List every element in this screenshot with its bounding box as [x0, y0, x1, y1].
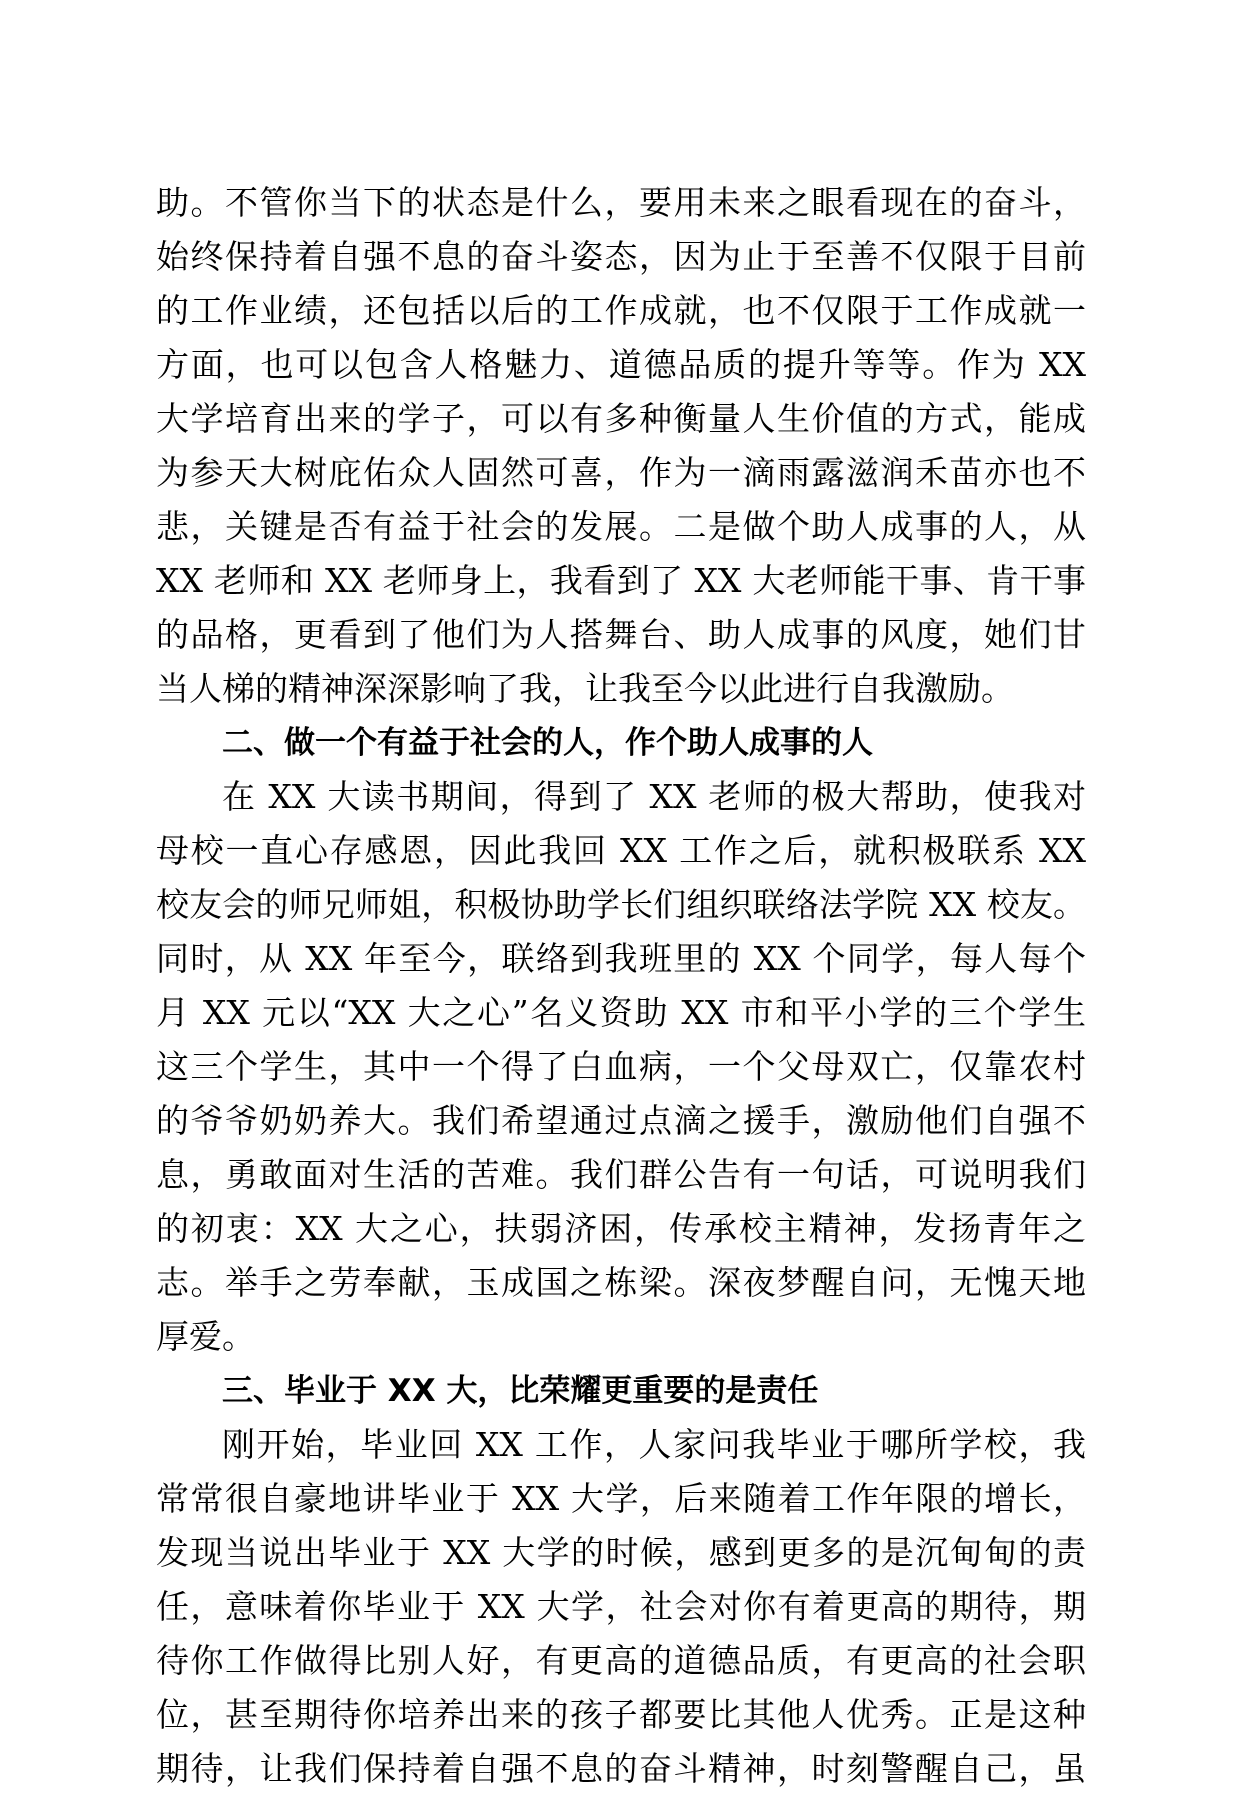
text-line: 的品格，更看到了他们为人搭舞台、助人成事的风度，她们甘 [156, 615, 1086, 654]
text-line: 始终保持着自强不息的奋斗姿态，因为止于至善不仅限于目前 [156, 237, 1086, 276]
text-line: 校友会的师兄师姐，积极协助学长们组织联络法学院 XX 校友。 [156, 885, 1086, 924]
text-line: 常常很自豪地讲毕业于 XX 大学，后来随着工作年限的增长， [156, 1479, 1086, 1518]
text-line: 当人梯的精神深深影响了我，让我至今以此进行自我激励。 [156, 669, 1014, 708]
document-body [156, 176, 1086, 1796]
paragraph-2 [156, 770, 1086, 1364]
text-line: 的工作业绩，还包括以后的工作成就，也不仅限于工作成就一 [156, 291, 1086, 330]
text-line: 这三个学生，其中一个得了白血病，一个父母双亡，仅靠农村 [156, 1047, 1086, 1086]
text-line: 志。举手之劳奉献，玉成国之栋梁。深夜梦醒自问，无愧天地 [156, 1263, 1086, 1302]
text-line: 息，勇敢面对生活的苦难。我们群公告有一句话，可说明我们 [156, 1155, 1086, 1194]
text-line: 助。不管你当下的状态是什么，要用未来之眼看现在的奋斗， [156, 183, 1086, 222]
paragraph-3 [156, 1418, 1086, 1796]
text-line: 位，甚至期待你培养出来的孩子都要比其他人优秀。正是这种 [156, 1695, 1086, 1734]
text-line: XX 老师和 XX 老师身上，我看到了 XX 大老师能干事、肯干事 [156, 561, 1086, 600]
text-line: 厚爱。 [156, 1317, 255, 1356]
text-line: 为参天大树庇佑众人固然可喜，作为一滴雨露滋润禾苗亦也不 [156, 453, 1086, 492]
text-line: 任，意味着你毕业于 XX 大学，社会对你有着更高的期待，期 [156, 1587, 1086, 1626]
text-line: 刚开始，毕业回 XX 工作，人家问我毕业于哪所学校，我 [222, 1425, 1086, 1464]
section-heading-3: 三、毕业于 XX 大，比荣耀更重要的是责任 [222, 1373, 819, 1409]
text-line: 待你工作做得比别人好，有更高的道德品质，有更高的社会职 [156, 1641, 1086, 1680]
paragraph-1 [156, 176, 1086, 716]
text-line: 的初衷：XX 大之心，扶弱济困，传承校主精神，发扬青年之 [156, 1209, 1086, 1248]
text-line: 月 XX 元以“XX 大之心”名义资助 XX 市和平小学的三个学生 [156, 993, 1086, 1032]
text-line: 在 XX 大读书期间，得到了 XX 老师的极大帮助，使我对 [222, 777, 1086, 816]
text-line: 方面，也可以包含人格魅力、道德品质的提升等等。作为 XX [156, 345, 1086, 384]
text-line: 母校一直心存感恩，因此我回 XX 工作之后，就积极联系 XX [156, 831, 1086, 870]
section-heading-2: 二、做一个有益于社会的人，作个助人成事的人 [222, 725, 873, 761]
text-line: 期待，让我们保持着自强不息的奋斗精神，时刻警醒自己，虽 [156, 1749, 1086, 1788]
text-line: 发现当说出毕业于 XX 大学的时候，感到更多的是沉甸甸的责 [156, 1533, 1086, 1572]
text-line: 同时，从 XX 年至今，联络到我班里的 XX 个同学，每人每个 [156, 939, 1086, 978]
text-line: 悲，关键是否有益于社会的发展。二是做个助人成事的人，从 [156, 507, 1086, 546]
text-line: 的爷爷奶奶养大。我们希望通过点滴之援手，激励他们自强不 [156, 1101, 1086, 1140]
text-line: 大学培育出来的学子，可以有多种衡量人生价值的方式，能成 [156, 399, 1086, 438]
